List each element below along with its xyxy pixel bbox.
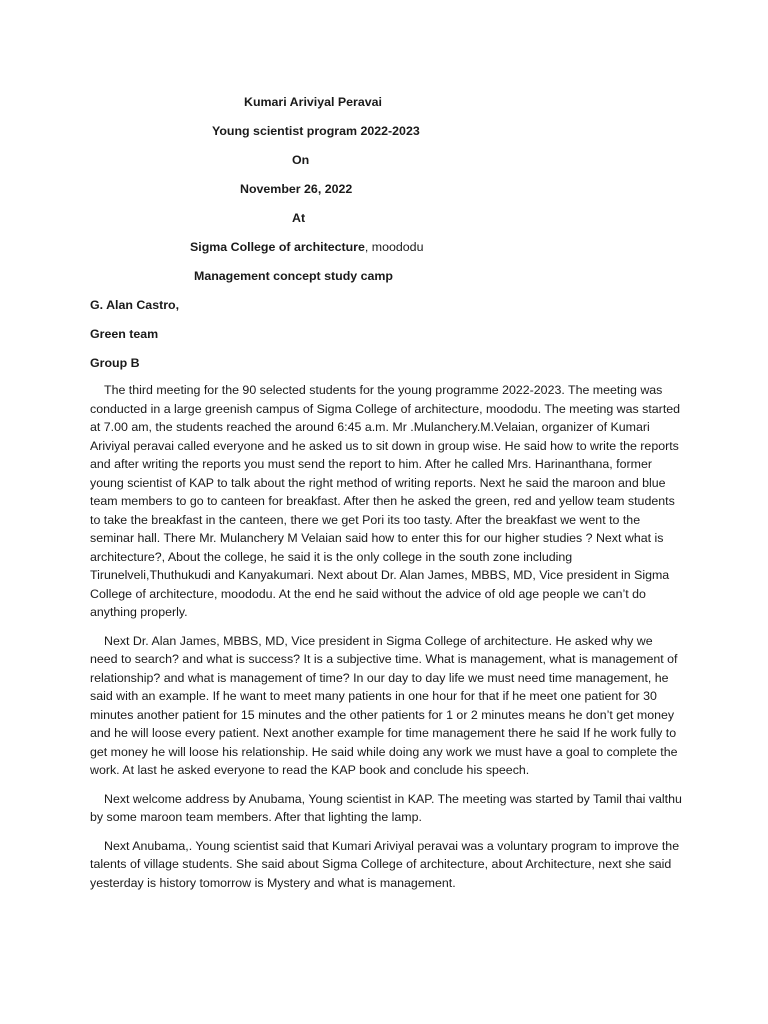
paragraph: Next Dr. Alan James, MBBS, MD, Vice president in Sigma College of architecture. He asked why we need to search? and what is success? It is a subjective time. What is management, what is management of relationship? and what is management of time? In our day to day life we must need time management, he said with an example. If he want to meet many patients in one hour for that if he meet one patient for 30 minutes another patient for 15 minutes and the other patients for 1 or 2 minutes means he don’t get money and he will loose every patient. Next another example for time management there he said If he work fully to get money he will loose his relationship. He said while doing any work we must have a goal to complete the work. At last he asked everyone to read the KAP book and conclude his speech. (90, 633, 678, 777)
venue-location: , moododu (364, 240, 424, 254)
organization-title: Kumari Ariviyal Peravai (244, 95, 382, 109)
author-name: G. Alan Castro, (90, 298, 180, 312)
at-label: At (292, 211, 306, 225)
paragraph: The third meeting for the 90 selected students for the young programme 2022-2023. The meeting was conducted in a large greenish campus of Sigma College of architecture, moododu. The meeting was started at 7.00 am, the students reached the around 6:45 a.m. Mr .Mulanchery.M.Velaian, organizer of Kumari Ariviyal peravai called everyone and he asked us to sit down in group wise. He said how to write the reports and after writing the reports you must send the report to him. After he called Mrs. Harinanthana, former young scientist of KAP to talk about the right method of writing reports. Next he said the maroon and blue team members to go to canteen for breakfast. After then he asked the green, red and yellow team students to take the breakfast in the canteen, there we get Pori its too tasty. After the breakfast we went to the seminar hall. There Mr. Mulanchery M Velaian said how to enter this for our higher studies ? Next what is architecture?, About the college, he said it is the only college in the south zone including Tirunelveli,Thuthukudi and Kanyakumari. Next about Dr. Alan James, MBBS, MD, Vice president in Sigma College of architecture, moododu. At the end he said without the advice of old age people we can’t do anything properly. (90, 383, 681, 619)
paragraph: Next Anubama,. Young scientist said that Kumari Ariviyal peravai was a voluntary program to improve the talents of village students. She said about Sigma College of architecture, about Architecture, next she said yesterday is history tomorrow is Mystery and what is management. (90, 838, 680, 890)
program-title: Young scientist program 2022-2023 (212, 124, 420, 138)
event-date: November 26, 2022 (240, 182, 353, 196)
venue (190, 239, 423, 255)
author-team: Green team (90, 327, 159, 341)
camp-title: Management concept study camp (194, 269, 393, 283)
report-body (90, 381, 682, 902)
venue-name: Sigma College of architecture (190, 240, 365, 254)
author-group: Group B (90, 356, 140, 370)
on-label: On (292, 153, 310, 167)
paragraph: Next welcome address by Anubama, Young scientist in KAP. The meeting was started by Tamil thai valthu by some maroon team members. After that lighting the lamp. (90, 791, 682, 824)
